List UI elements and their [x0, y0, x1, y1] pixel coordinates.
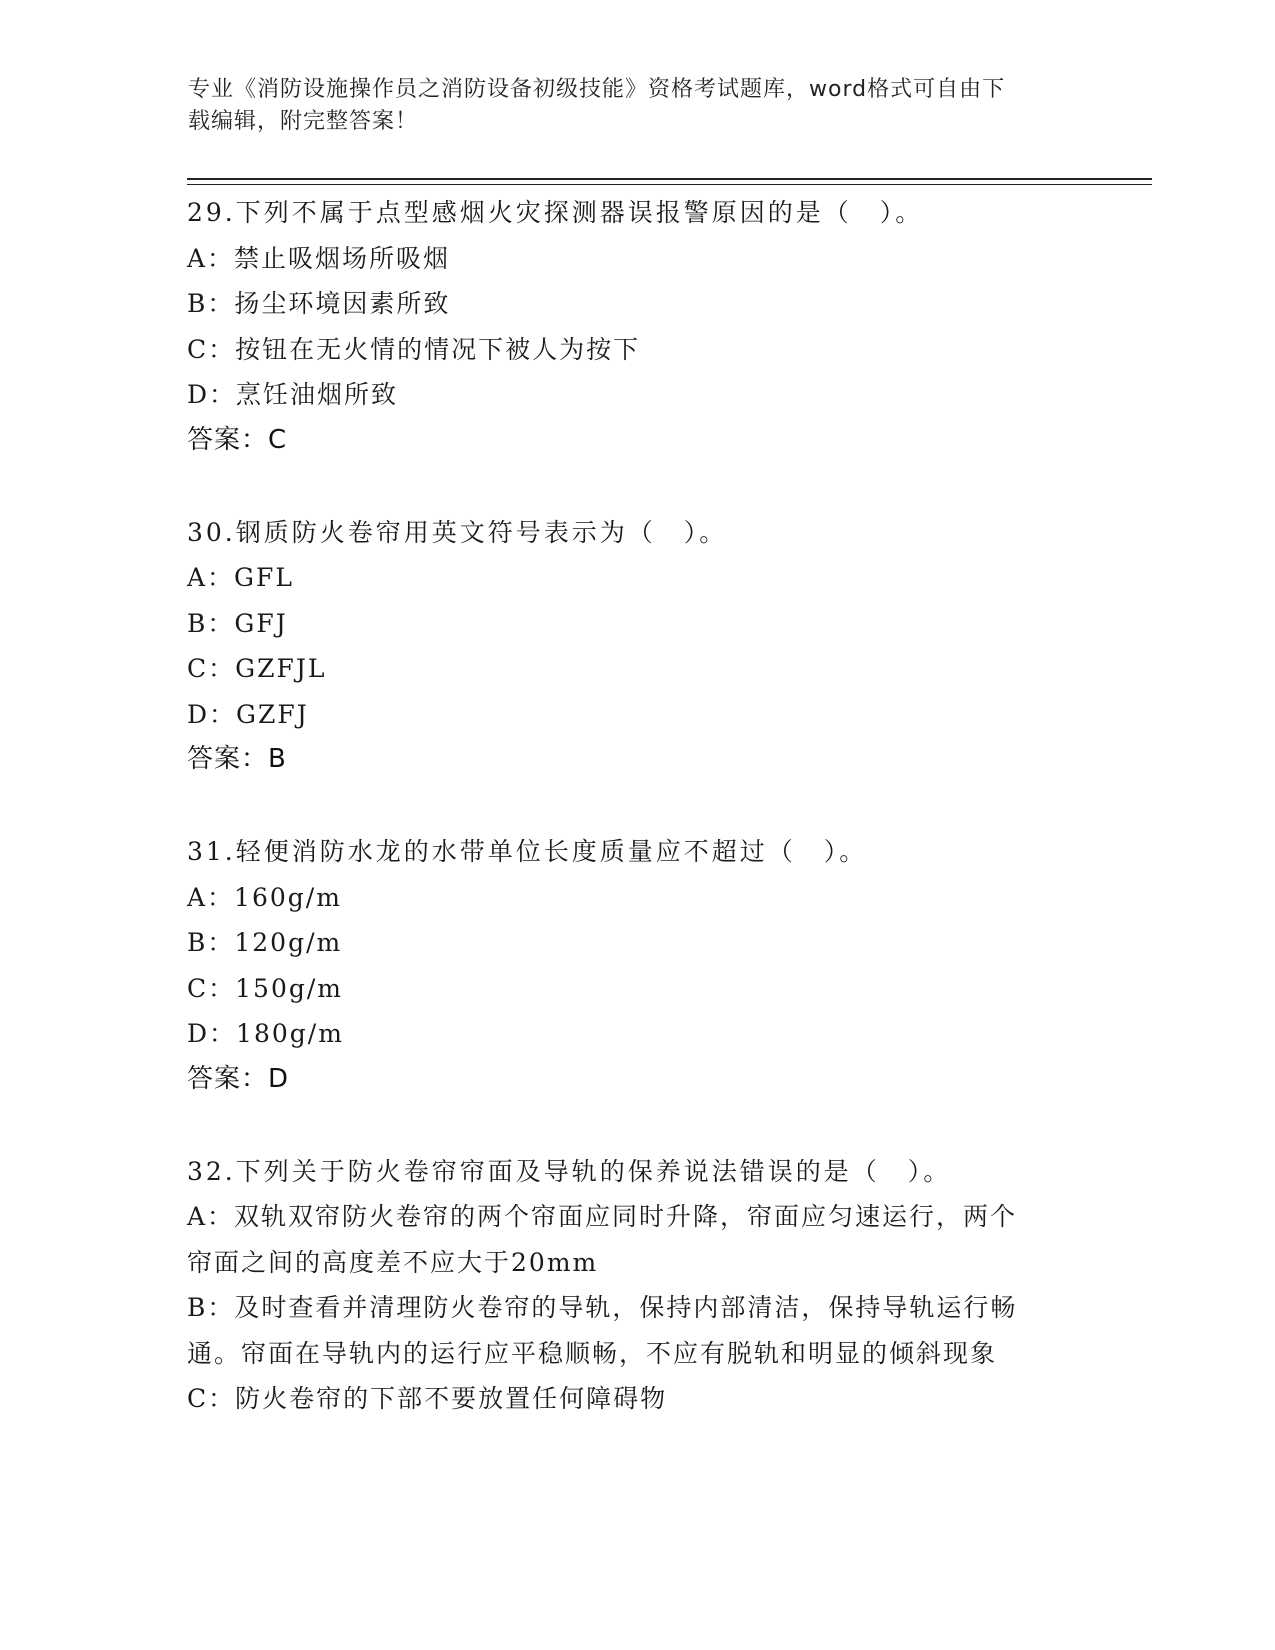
answer-line: 答案：D [187, 1063, 290, 1094]
option-a: A：双轨双帘防火卷帘的两个帘面应同时升降，帘面应匀速运行，两个 [187, 1202, 1018, 1231]
option-b: B：120g/m [187, 928, 343, 957]
option-a: A：160g/m [187, 882, 342, 912]
question-title: 30.钢质防火卷帘用英文符号表示为（ ）。 [187, 517, 728, 547]
header-line-2: 载编辑，附完整答案！ [188, 109, 419, 134]
question-32 [187, 1149, 1077, 1422]
option-d: D：GZFJ [187, 699, 309, 729]
question-30 [187, 510, 1077, 783]
option-a: A：禁止吸烟场所吸烟 [187, 243, 451, 273]
header-divider [187, 178, 1152, 180]
option-c: C：按钮在无火情的情况下被人为按下 [187, 334, 641, 364]
question-31 [187, 829, 1077, 1102]
question-list [187, 190, 1077, 1469]
option-c: C：150g/m [187, 973, 343, 1003]
answer-line: 答案：C [187, 424, 288, 455]
page-header [188, 74, 1068, 138]
question-title: 29.下列不属于点型感烟火灾探测器误报警原因的是（ ）。 [187, 198, 924, 227]
option-b: B：及时查看并清理防火卷帘的导轨，保持内部清洁，保持导轨运行畅 [187, 1293, 1018, 1322]
option-b: B：GFJ [187, 608, 288, 638]
question-title: 32.下列关于防火卷帘帘面及导轨的保养说法错误的是（ ）。 [187, 1156, 952, 1186]
option-c: C：防火卷帘的下部不要放置任何障碍物 [187, 1384, 668, 1413]
answer-line: 答案：B [187, 744, 287, 774]
option-d: D：180g/m [187, 1019, 344, 1048]
option-d: D：烹饪油烟所致 [187, 380, 399, 409]
question-title: 31.轻便消防水龙的水带单位长度质量应不超过（ ）。 [187, 837, 868, 866]
option-c: C：GZFJL [187, 654, 327, 683]
option-a-continued: 帘面之间的高度差不应大于20mm [187, 1247, 599, 1277]
option-b-continued: 通。帘面在导轨内的运行应平稳顺畅，不应有脱轨和明显的倾斜现象 [187, 1338, 998, 1368]
option-a: A：GFL [187, 563, 294, 592]
header-line-1: 专业《消防设施操作员之消防设备初级技能》资格考试题库，word格式可自由下 [188, 77, 1006, 102]
question-29 [187, 190, 1077, 463]
option-b: B：扬尘环境因素所致 [187, 289, 451, 318]
